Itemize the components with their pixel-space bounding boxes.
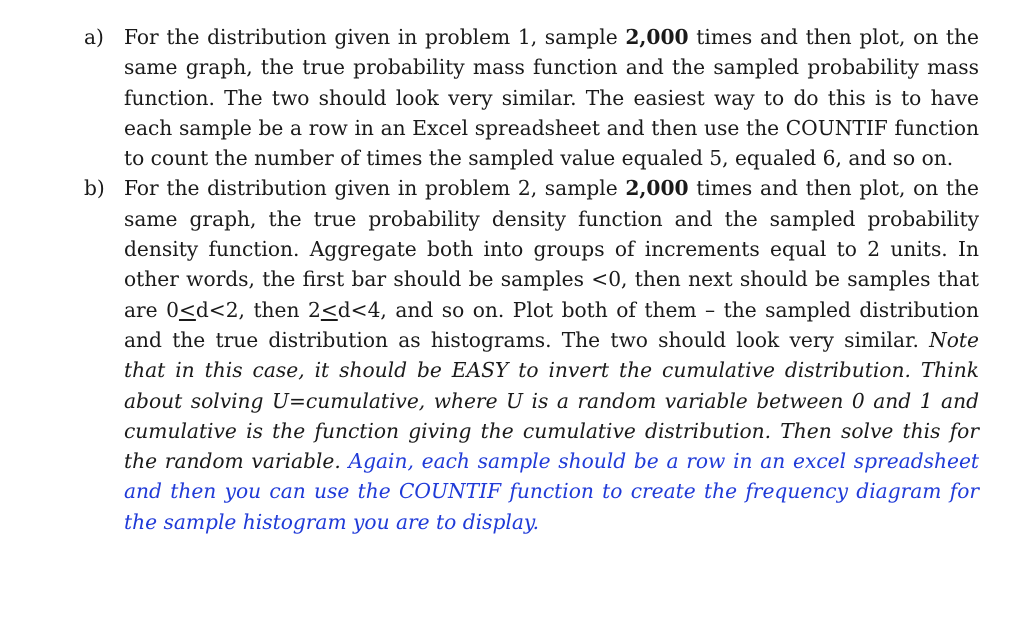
- item-b-text-4: d<4, and so on. Plot both of them – the sampled distribution and the true distribution as histograms. The two should look very similar.: [124, 297, 979, 352]
- item-b-blue-note: Again, each sample should be a row in an excel spreadsheet and then you can use the COUNTIF function to create the frequency diagram for the sample histogram you are to display.: [124, 449, 980, 534]
- item-a-marker: a): [84, 25, 104, 49]
- item-b: [84, 173, 979, 537]
- item-b-text-3: d<2, then 2: [195, 297, 321, 322]
- problem-text: [84, 22, 979, 537]
- item-a-sample-count: 2,000: [625, 25, 689, 49]
- item-b-text-1: For the distribution given in problem 2, sample: [124, 176, 626, 201]
- item-b-marker: b): [84, 176, 105, 201]
- item-b-less-equal-2: <: [320, 297, 338, 322]
- item-b-sample-count: 2,000: [625, 176, 689, 201]
- item-a: [84, 22, 979, 173]
- item-b-text-2: times and then plot, on the same graph, the true probability density function and the sampled probability density function. Aggregate both into groups of increments equal to 2 units. In other words, the first bar should be samples <0, then next should be samples that are 0: [124, 176, 979, 322]
- item-b-italic-note: Note that in this case, it should be EASY to invert the cumulative distribution. Think about solving U=cumulative, where U is a random variable between 0 and 1 and cumulative is the function giving the cumulative distribution. Then solve this for the random variable.: [124, 327, 979, 474]
- item-a-text-2: times and then plot, on the same graph, the true probability mass function and the sampled probability mass function. The two should look very similar. The easiest way to do this is to have each sample be a row in an Excel spreadsheet and then use the COUNTIF function to count the number of times the sampled value equaled 5, equaled 6, and so on.: [124, 25, 979, 171]
- item-a-text-1: For the distribution given in problem 1, sample: [124, 25, 626, 49]
- item-b-less-equal-1: <: [178, 297, 196, 322]
